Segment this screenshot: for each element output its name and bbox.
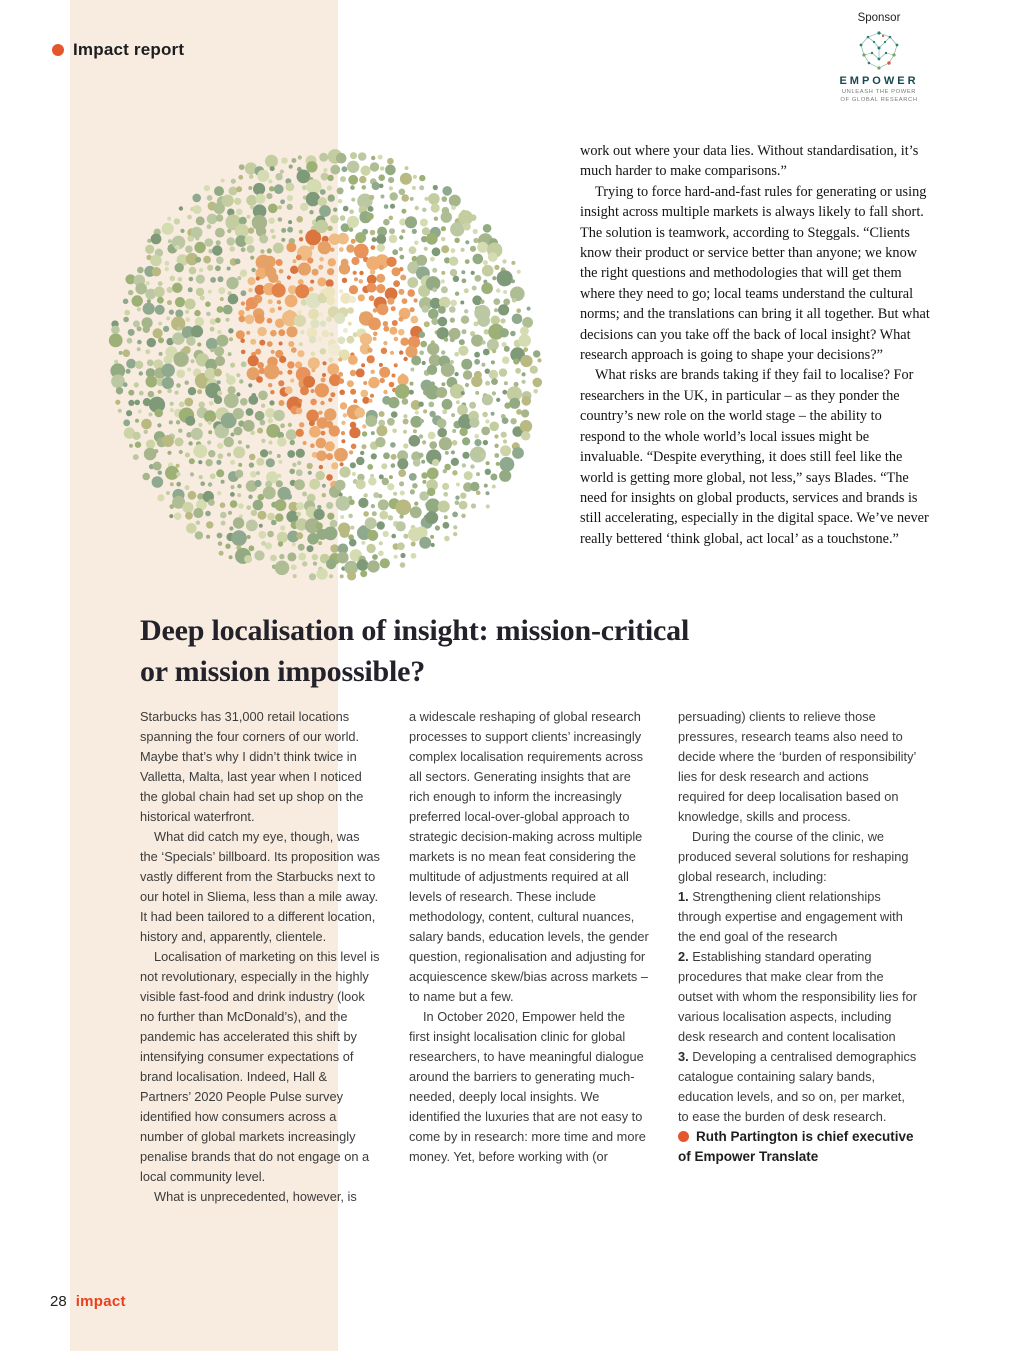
body-paragraph: persuading) clients to relieve those pressures, research teams also need to decide where the ‘burden of responsibility’ lies for desk research and actions required for deep localisation based on knowledge, skills and process. xyxy=(678,709,916,824)
quote-paragraph: Trying to force hard-and-fast rules for generating or using insight across multiple markets is always likely to fall short. The solution is teamwork, according to Steggals. “Clients know their product or service better than anyone; we know the right questions and methodologies that will get them where they need to go; local teams understand the cultural norms; and the translations can bring it all together. But what decisions can you take off the back of local insight? What research approach is going to shape your decisions?” xyxy=(580,183,930,364)
body-paragraph: a widescale reshaping of global research processes to support clients’ increasingly complex localisation requirements across all sectors. Generating insights that are rich enough to inform the increasingly preferred local-over-global approach to strategic decision-making across multiple markets is no mean feat considering the multitude of adjustments required at all levels of research. These include methodology, content, cultural nuances, salary bands, education levels, the gender question, regionalisation and adjusting for acquiescence skew/bias across markets – to name but a few. xyxy=(409,709,649,1004)
body-paragraph: Localisation of marketing on this level is not revolutionary, especially in the highly visible fast-food and drink industry (look no further than McDonald’s), and the pandemic has accelerated this shift by intensifying consumer expectations of brand localisation. Indeed, Hall & Partners’ 2020 People Pulse survey identified how consumers across a number of global markets increasingly penalise brands that do not engage on a local community level. xyxy=(140,949,380,1184)
quote-paragraph: work out where your data lies. Without standardisation, it’s much harder to make comparisons.” xyxy=(580,143,919,180)
sponsor-label: Sponsor xyxy=(857,12,901,24)
solution-item-1: 1. Strengthening client relationships through expertise and engagement with the end goal of the research xyxy=(678,889,903,944)
solution-item-2: 2. Establishing standard operating procedures that make clear from the outset with whom the responsibility lies for various localisation aspects, including desk research and content localisation xyxy=(678,949,917,1044)
body-paragraph: What is unprecedented, however, is xyxy=(154,1189,357,1204)
empower-network-logo-icon xyxy=(851,28,907,72)
body-paragraph: Starbucks has 31,000 retail locations spanning the four corners of our world. Maybe that’s why I didn’t think twice in Valletta, Malta, last year when I noticed the global chain had set up shop on the historical waterfront. xyxy=(140,709,364,824)
solution-item-3: 3. Developing a centralised demographics catalogue containing salary bands, education levels, and so on, per market, to ease the burden of desk research. xyxy=(678,1049,917,1124)
bullet-icon xyxy=(52,44,64,56)
author-byline: Ruth Partington is chief executive of Empower Translate xyxy=(678,1129,914,1164)
body-paragraph: In October 2020, Empower held the first insight localisation clinic for global researchers, to have meaningful dialogue around the barriers to generating much-needed, deeply local insights. We identified the luxuries that are not easy to come by in research: more time and more money. Yet, before working with (or xyxy=(409,1009,646,1164)
headline-line-2: or mission impossible? xyxy=(140,655,426,688)
sponsor-tagline: UNLEASH THE POWER OF GLOBAL RESEARCH xyxy=(840,89,918,103)
page-number: 28 xyxy=(50,1293,67,1310)
section-header xyxy=(52,40,184,60)
body-paragraph: What did catch my eye, though, was the ‘Specials’ billboard. Its proposition was vastly different from the Starbucks next to our hotel in Sliema, less than a mile away. It had been tailored to a different location, history and, apparently, clientele. xyxy=(140,829,380,944)
bullet-icon xyxy=(678,1131,689,1142)
body-paragraph: During the course of the clinic, we produced several solutions for reshaping global research, including: xyxy=(678,829,909,884)
body-columns xyxy=(140,707,920,1207)
body-column-3 xyxy=(678,707,918,1207)
body-column-1 xyxy=(140,707,380,1207)
page-footer xyxy=(50,1293,126,1310)
quote-paragraph: What risks are brands taking if they fail to localise? For researchers in the UK, in particular – as they ponder the country’s new role on the world stage – the ability to respond to the whole world’s local issues might be invaluable. “Despite everything, it does still feel like the world is getting more global, not less,” says Blades. “The need for insights on global products, services and brands is still accelerating, especially in the digital space. We’ve never really bettered ‘think global, act local’ as a touchstone.” xyxy=(580,367,929,547)
quote-column xyxy=(580,141,930,549)
article-headline xyxy=(140,610,689,692)
body-column-2 xyxy=(409,707,649,1207)
sponsor-brand-name: EMPOWER xyxy=(839,75,919,87)
headline-line-1: Deep localisation of insight: mission-critical xyxy=(140,614,690,647)
sponsor-block xyxy=(818,12,940,104)
ishihara-location-pin-illustration xyxy=(103,143,548,588)
magazine-name: impact xyxy=(75,1293,126,1310)
section-label: Impact report xyxy=(73,40,185,59)
